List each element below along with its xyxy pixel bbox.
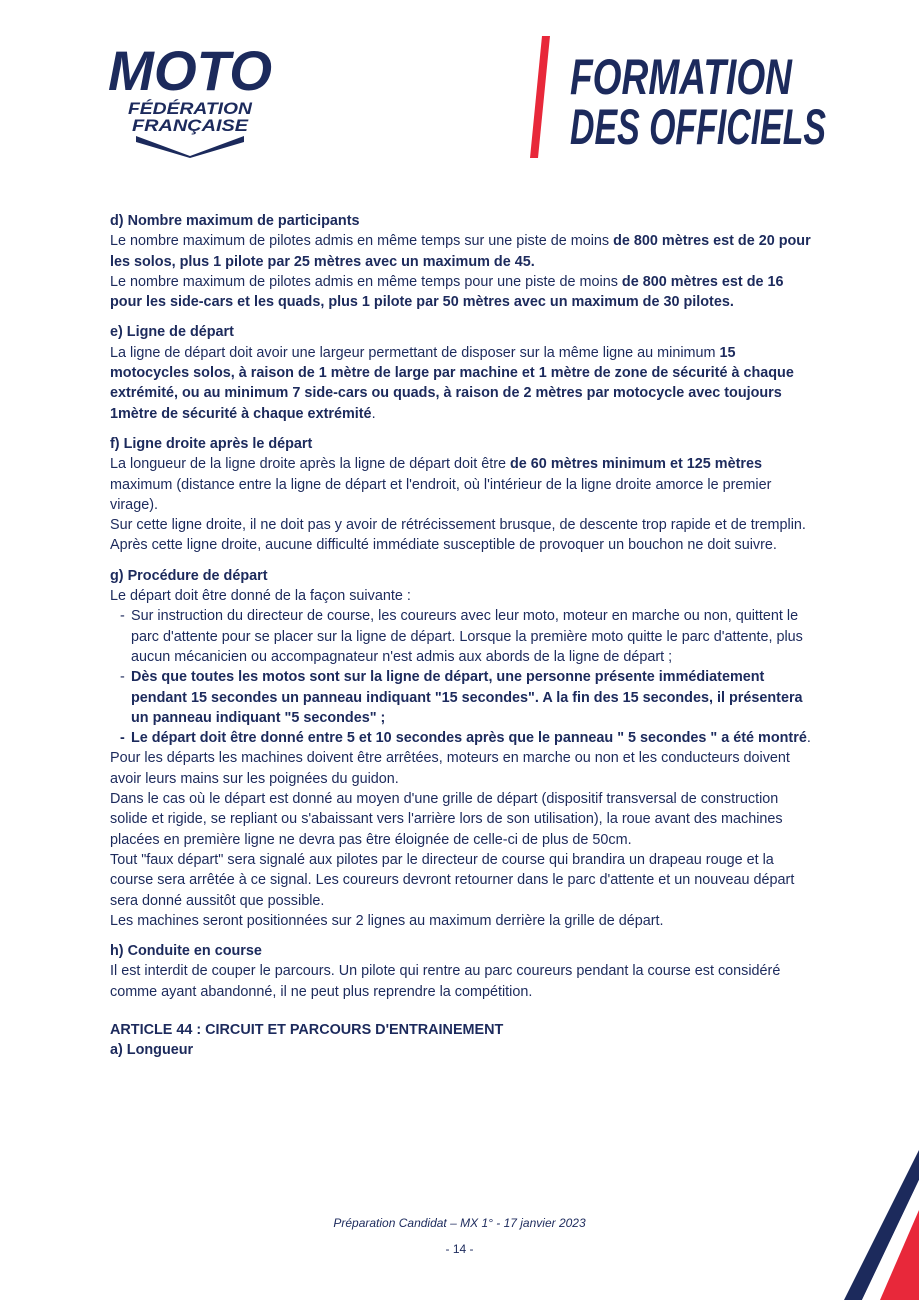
section-h-paragraph-1: Il est interdit de couper le parcours. Un pilote qui rentre au parc coureurs pendant la course est considéré comme ayant abandonné, il ne peut plus reprendre la compétition. (110, 963, 781, 1000)
text-run: . (371, 405, 376, 422)
document-body (110, 211, 815, 1061)
text-run: Sur instruction du directeur de course, les coureurs avec leur moto, moteur en marche ou non, quittent le parc d'attente pour se placer sur la ligne de départ. Lorsque la première moto quitte le parc d'attente, plus aucun mécanicien ou accompagnateur n'est admis aux abords de la ligne de départ ; (131, 608, 803, 665)
formation-logo (528, 36, 828, 160)
footer-note: Préparation Candidat – MX 1° - 17 janvier 2023 (333, 1216, 586, 1230)
logo-officiels-text: DES OFFICIELS (570, 99, 826, 155)
section-f-heading: f) Ligne droite après le départ (110, 435, 313, 452)
bold-run: de 800 mètres est de 20 pour les solos, plus 1 pilote par 25 mètres avec un maximum de 45. (110, 233, 811, 270)
bold-run: Le départ doit être donné entre 5 et 10 secondes après que le panneau " 5 secondes " a été montré (131, 730, 807, 747)
tricolor-corner-decoration (840, 1150, 919, 1300)
logo-moto-word: MOTO (108, 39, 272, 102)
section-d-heading: d) Nombre maximum de participants (110, 213, 360, 229)
logo-red-slash (530, 36, 550, 158)
logo-chevron-shape (136, 136, 244, 158)
section-f-paragraph-2: Sur cette ligne droite, il ne doit pas y avoir de rétrécissement brusque, de descente trop rapide et de tremplin. Après cette ligne droite, aucune difficulté immédiate susceptible de provoquer un bouchon ne doit suivre. (110, 517, 806, 554)
list-item: - Dès que toutes les motos sont sur la ligne de départ, une personne présente immédiatement pendant 15 secondes un panneau indiquant "15 secondes". A la fin des 15 secondes, il présentera un panneau indiquant "5 secondes" ; (120, 669, 803, 726)
ffm-logo (106, 36, 274, 158)
section-d-paragraph-2 (110, 272, 815, 313)
section-g-paragraph-4: Les machines seront positionnées sur 2 lignes au maximum derrière la grille de départ. (110, 912, 664, 929)
text-run: La ligne de départ doit avoir une largeur permettant de disposer sur la même ligne au minimum (110, 344, 720, 361)
section-h-heading: h) Conduite en course (110, 943, 262, 960)
bold-run: de 800 mètres est de 16 pour les side-cars et les quads, plus 1 pilote par 50 mètres avec un maximum de 30 pilotes. (110, 273, 784, 311)
bold-run: Dès que toutes les motos sont sur la ligne de départ, une personne présente immédiatement pendant 15 secondes un panneau indiquant "15 secondes". A la fin des 15 secondes, il présentera un panneau indiquant "5 secondes" ; (131, 669, 803, 726)
section-g-intro: Le départ doit être donné de la façon suivante : (110, 588, 411, 605)
bold-run: 15 motocycles solos, à raison de 1 mètre de large par machine et 1 mètre de zone de sécurité à chaque extrémité, ou au minimum 7 side-cars ou quads, à raison de 2 mètres par motocycle avec toujours 1mètre de sécurité à chaque extrémité (110, 344, 794, 422)
section-e-heading: e) Ligne de départ (110, 324, 234, 341)
section-f-paragraph-1 (110, 454, 815, 515)
article-44-heading: ARTICLE 44 : CIRCUIT ET PARCOURS D'ENTRAINEMENT (110, 1021, 504, 1038)
bold-run: de 60 mètres minimum et 125 mètres (510, 456, 762, 473)
list-item: - Sur instruction du directeur de course, les coureurs avec leur moto, moteur en marche ou non, quittent le parc d'attente pour se placer sur la ligne de départ. Lorsque la première moto quitte le parc d'attente, plus aucun mécanicien ou accompagnateur n'est admis aux abords de la ligne de départ ; (120, 608, 803, 665)
start-procedure-list (110, 606, 815, 748)
logo-federation-text: FÉDÉRATION (128, 99, 253, 118)
text-run: La longueur de la ligne droite après la ligne de départ doit être (110, 456, 511, 473)
section-e-paragraph-1 (110, 343, 815, 424)
list-item: - Le départ doit être donné entre 5 et 10 secondes après que le panneau " 5 secondes " a été montré. (120, 730, 811, 747)
text-run: maximum (distance entre la ligne de départ et l'endroit, où l'intérieur de la ligne droite amorce le premier virage). (110, 476, 772, 513)
section-d-paragraph-1 (110, 231, 815, 272)
page-number: - 14 - (445, 1242, 474, 1256)
section-g-paragraph-3: Tout "faux départ" sera signalé aux pilotes par le directeur de course qui brandira un drapeau rouge et la course sera arrêtée à ce signal. Les coureurs devront retourner dans le parc d'attente et un nouveau départ sera donné aussitôt que possible. (110, 851, 795, 909)
text-run: . (806, 730, 811, 747)
section-g-paragraph-2: Dans le cas où le départ est donné au moyen d'une grille de départ (dispositif transversal de construction solide et rigide, se repliant ou s'abaissant vers l'arrière lors de son utilisation), la roue avant des machines placées en première ligne ne devra pas être éloignée de celle-ci de plus de 50cm. (110, 791, 783, 848)
logo-francaise-text: FRANÇAISE (132, 116, 249, 135)
section-g-heading: g) Procédure de départ (110, 567, 268, 584)
text-run: Le nombre maximum de pilotes admis en même temps sur une piste de moins (110, 233, 614, 250)
text-run: Le nombre maximum de pilotes admis en même temps pour une piste de moins (110, 273, 622, 290)
article-44-subheading: a) Longueur (110, 1042, 194, 1059)
logo-formation-text: FORMATION (570, 49, 793, 105)
section-g-paragraph-1: Pour les départs les machines doivent être arrêtées, moteurs en marche ou non et les conducteurs doivent avoir leurs mains sur les poignées du guidon. (110, 750, 790, 787)
